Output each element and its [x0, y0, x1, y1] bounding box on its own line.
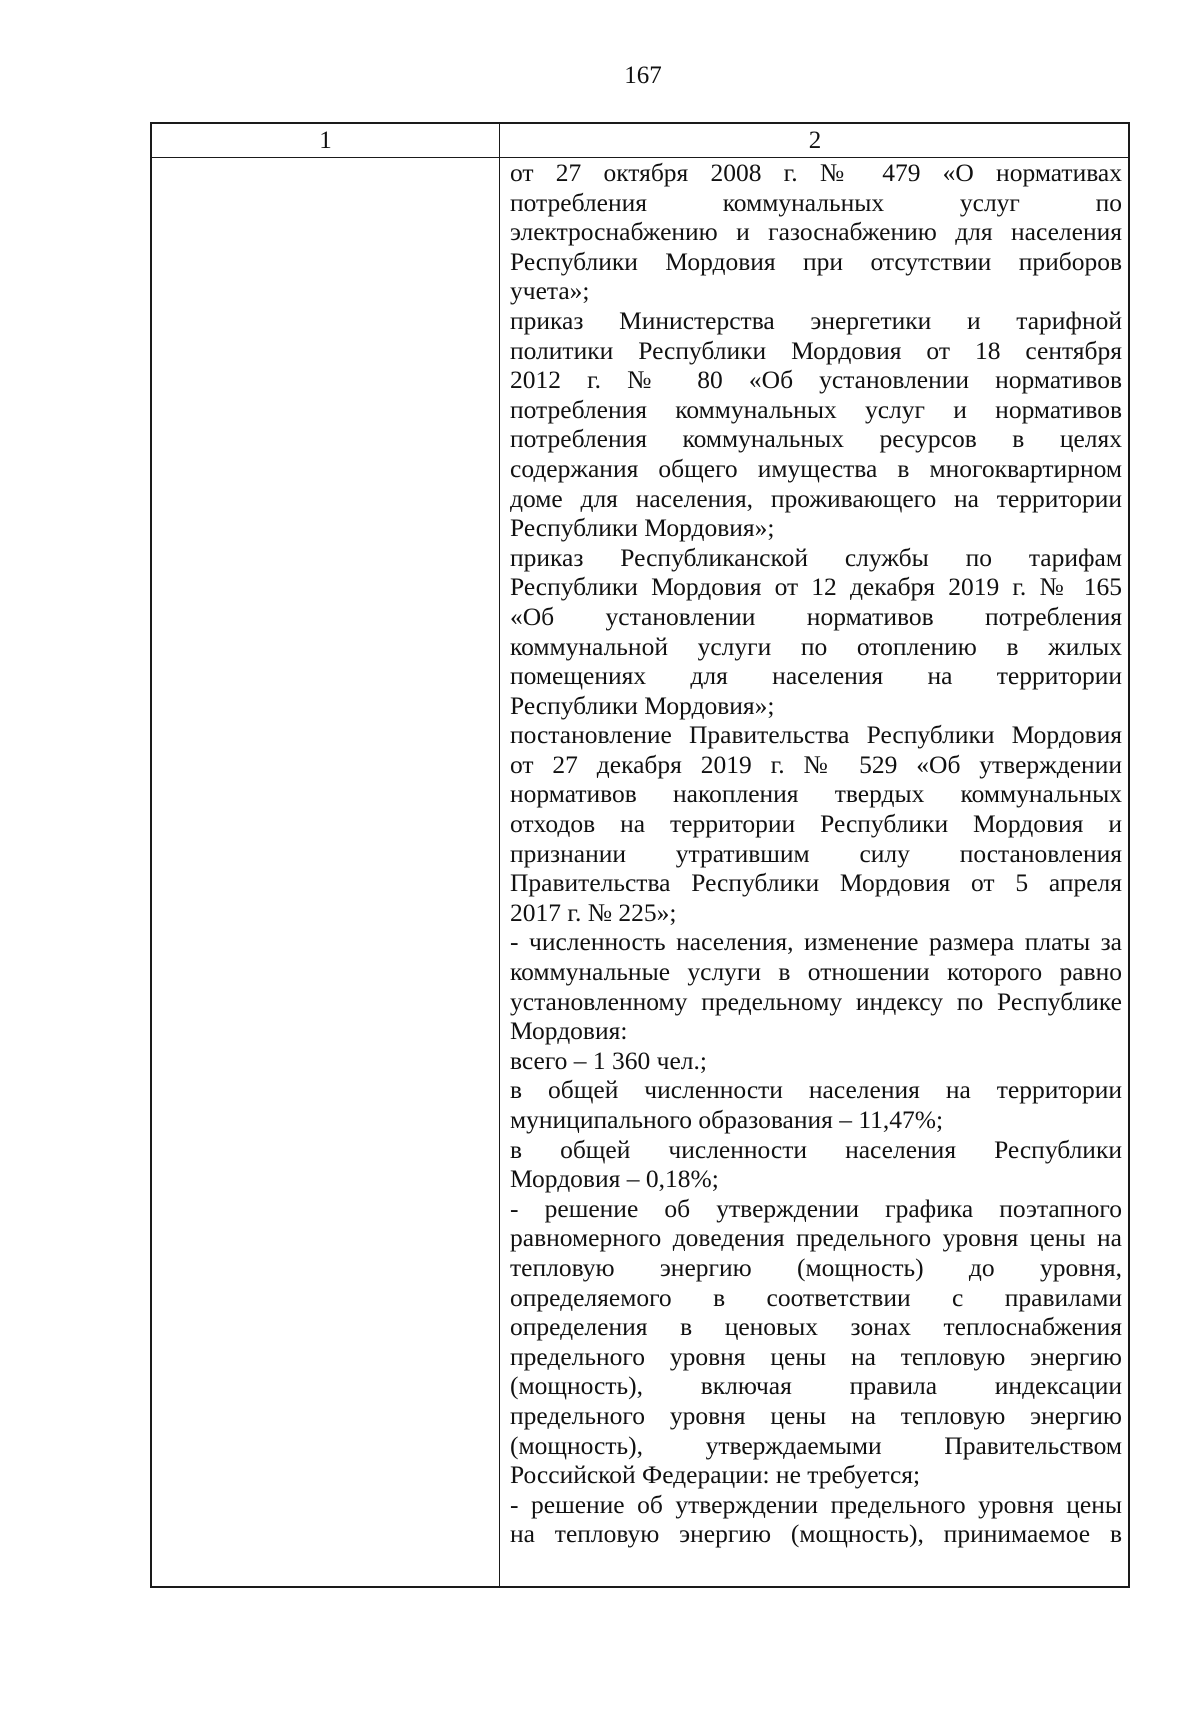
text-line: Российской Федерации: не требуется; [510, 1460, 921, 1490]
text-line: признании утратившим силу постановления [510, 838, 1122, 868]
text-line: нормативов накопления твердых коммунальных [510, 779, 1122, 809]
text-line: от 27 декабря 2019 г. № 529 «Об утверждении [510, 749, 1122, 779]
text-line: Правительства Республики Мордовия от 5 апреля [510, 868, 1122, 898]
text-line: «Об установлении нормативов потребления [510, 601, 1122, 631]
text-line: на тепловую энергию (мощность), принимаемое в [510, 1519, 1122, 1549]
text-line: равномерного доведения предельного уровня цены на [510, 1223, 1122, 1253]
text-line: предельного уровня цены на тепловую энергию [510, 1400, 1122, 1430]
text-line: приказ Республиканской службы по тарифам [510, 542, 1122, 572]
text-line: - решение об утверждении предельного уровня цены [510, 1489, 1122, 1519]
column-header-1: 1 [319, 127, 332, 154]
column-header-2: 2 [808, 127, 822, 154]
document-table [150, 122, 1130, 1588]
text-line: отходов на территории Республики Мордовия и [510, 809, 1122, 839]
text-line: коммунальные услуги в отношении которого равно [510, 957, 1122, 987]
text-line: предельного уровня цены на тепловую энергию [510, 1341, 1122, 1371]
text-line: всего – 1 360 чел.; [510, 1045, 707, 1075]
text-line: Республики Мордовия»; [510, 690, 775, 720]
text-line: коммунальной услуги по отоплению в жилых [510, 631, 1122, 661]
column-divider [499, 124, 500, 1586]
text-line: потребления коммунальных ресурсов в целях [510, 424, 1122, 454]
text-line: потребления коммунальных услуг и нормативов [510, 394, 1122, 424]
text-line: Республики Мордовия при отсутствии приборов [510, 246, 1122, 276]
text-line: определяемого в соответствии с правилами [510, 1282, 1122, 1312]
text-line: учета»; [510, 276, 590, 306]
text-line: Мордовия: [510, 1016, 628, 1046]
text-line: тепловую энергию (мощность) до уровня, [510, 1252, 1122, 1282]
text-line: (мощность), утверждаемыми Правительством [510, 1430, 1122, 1460]
text-line: в общей численности населения на территории [510, 1075, 1122, 1105]
text-line: в общей численности населения Республики [510, 1134, 1122, 1164]
text-line: политики Республики Мордовия от 18 сентября [510, 335, 1122, 365]
text-line: приказ Министерства энергетики и тарифной [510, 305, 1122, 335]
column-2-text [510, 158, 1122, 1549]
text-line: 2017 г. № 225»; [510, 897, 677, 927]
text-line: от 27 октября 2008 г. № 479 «О нормативах [510, 158, 1122, 187]
text-line: 2012 г. № 80 «Об установлении нормативов [510, 365, 1122, 395]
text-line: - решение об утверждении графика поэтапного [510, 1193, 1122, 1223]
text-line: Республики Мордовия от 12 декабря 2019 г. № 165 [510, 572, 1122, 602]
text-line: Мордовия – 0,18%; [510, 1164, 719, 1194]
text-line: определения в ценовых зонах теплоснабжения [510, 1312, 1122, 1342]
text-line: Республики Мордовия»; [510, 513, 775, 543]
text-line: потребления коммунальных услуг по [510, 187, 1122, 217]
text-line: установленному предельному индексу по Республике [510, 986, 1122, 1016]
table-header-row [152, 124, 1128, 158]
text-line: постановление Правительства Республики Мордовия [510, 720, 1122, 750]
text-line: помещениях для населения на территории [510, 661, 1122, 691]
text-line: (мощность), включая правила индексации [510, 1371, 1122, 1401]
text-line: доме для населения, проживающего на территории [510, 483, 1122, 513]
page-number: 167 [624, 62, 662, 89]
text-line: муниципального образования – 11,47%; [510, 1105, 944, 1134]
text-line: - численность населения, изменение размера платы за [510, 927, 1122, 957]
text-line: электроснабжению и газоснабжению для населения [510, 217, 1122, 247]
text-line: содержания общего имущества в многоквартирном [510, 453, 1122, 483]
